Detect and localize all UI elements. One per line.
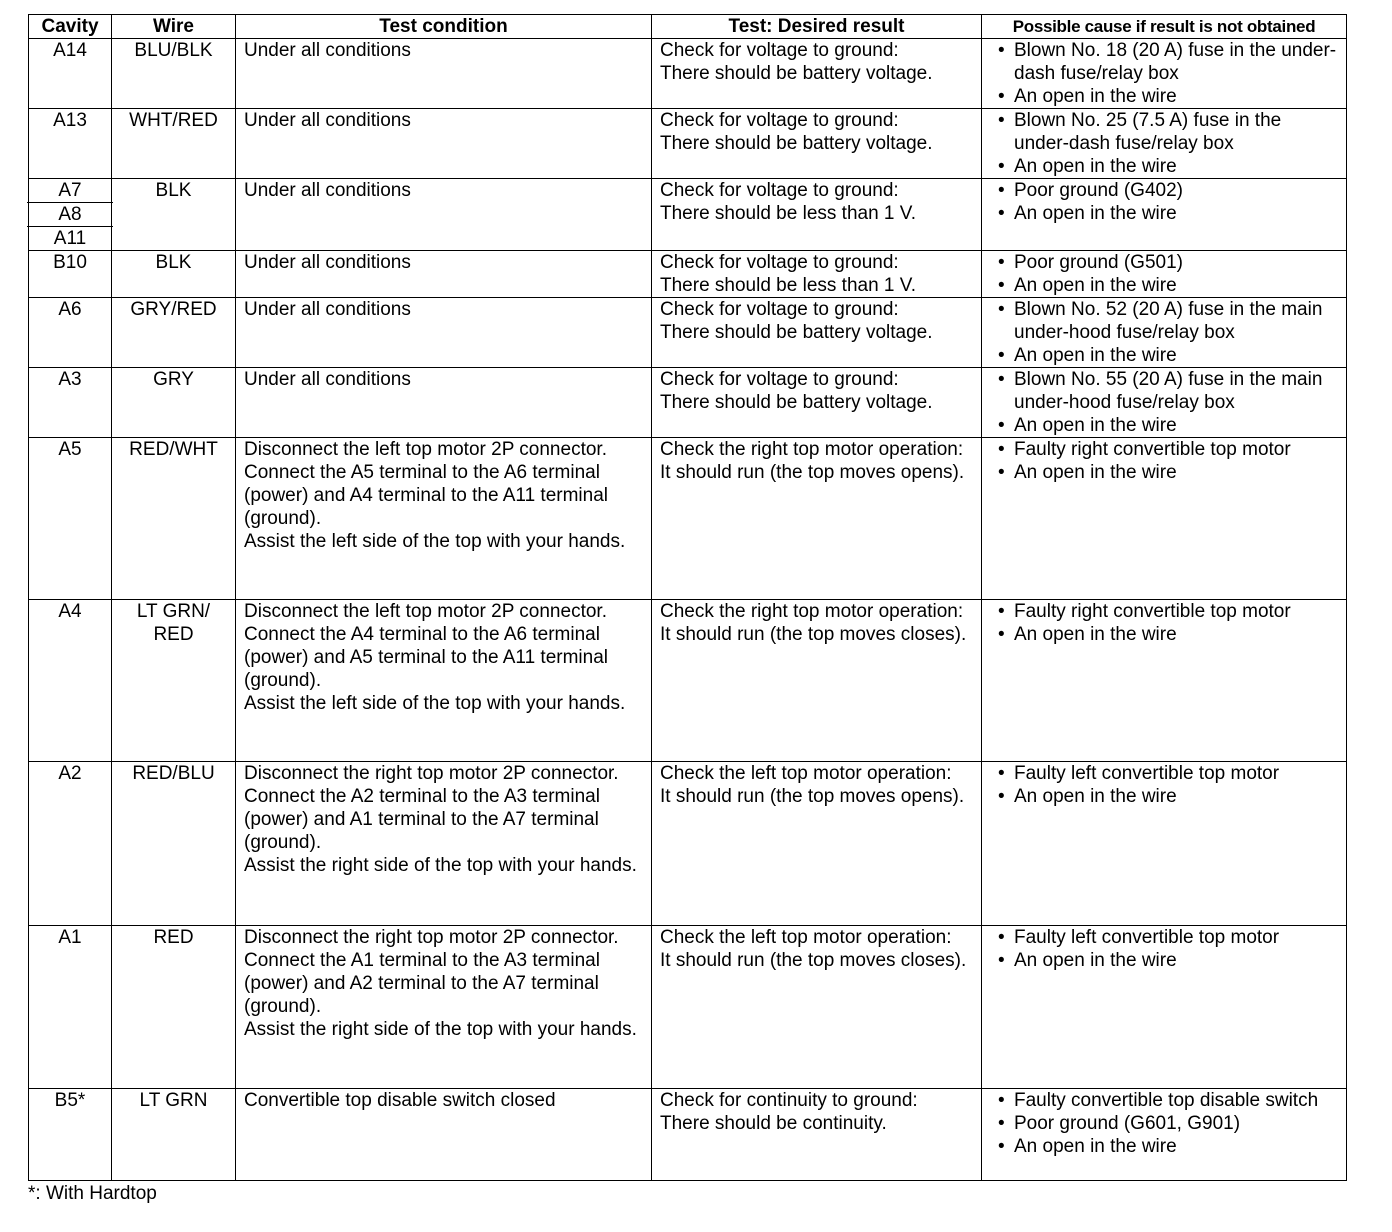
desired-result-text: Check for voltage to ground: <box>660 369 899 390</box>
test-condition-cell <box>236 600 652 762</box>
cause-item: • An open in the wire <box>990 949 1338 972</box>
table-row <box>29 368 1347 438</box>
test-condition-text: Disconnect the left top motor 2P connector. <box>244 439 607 460</box>
cavity-cell <box>29 926 112 1089</box>
wire-color: WHT/RED <box>129 110 218 131</box>
wire-color: RED/WHT <box>129 439 218 460</box>
test-condition-text: Under all conditions <box>244 369 411 390</box>
cause-item: • Blown No. 52 (20 A) fuse in the main under-hood fuse/relay box <box>990 298 1338 344</box>
cause-list <box>990 251 1338 297</box>
header-desired-result: Test: Desired result <box>652 15 982 39</box>
wire-cell <box>112 438 236 600</box>
table-row <box>29 179 1347 251</box>
cavity-id: B5* <box>54 1090 86 1111</box>
cavity-id: A11 <box>27 226 113 250</box>
test-condition-text: Under all conditions <box>244 180 411 201</box>
test-condition-text: Assist the left side of the top with your hands. <box>244 531 626 552</box>
desired-result-cell <box>652 438 982 600</box>
cause-item: • Blown No. 25 (7.5 A) fuse in the under-dash fuse/relay box <box>990 109 1338 155</box>
header-possible-cause: Possible cause if result is not obtained <box>982 15 1347 39</box>
connector-test-table-sheet <box>28 14 1346 1181</box>
possible-cause-cell <box>982 600 1347 762</box>
cause-item: • Poor ground (G402) <box>990 179 1338 202</box>
test-condition-cell <box>236 762 652 926</box>
header-test-condition: Test condition <box>236 15 652 39</box>
desired-result-cell <box>652 179 982 251</box>
cavity-id: A2 <box>58 763 82 784</box>
cavity-id: A1 <box>58 927 82 948</box>
wire-color: RED <box>153 927 194 948</box>
cause-list <box>990 926 1338 972</box>
table-row <box>29 926 1347 1089</box>
footnote: *: With Hardtop <box>28 1183 157 1204</box>
test-condition-cell <box>236 39 652 109</box>
table-row <box>29 109 1347 179</box>
cause-item: • Poor ground (G601, G901) <box>990 1112 1338 1135</box>
cause-item: • An open in the wire <box>990 155 1338 178</box>
possible-cause-cell <box>982 926 1347 1089</box>
cavity-id: A3 <box>58 369 82 390</box>
cause-list <box>990 179 1338 225</box>
desired-result-text: It should run (the top moves closes). <box>660 624 967 645</box>
cause-item: • Blown No. 55 (20 A) fuse in the main under-hood fuse/relay box <box>990 368 1338 414</box>
table-row <box>29 298 1347 368</box>
desired-result-text: Check for continuity to ground: <box>660 1090 918 1111</box>
test-condition-cell <box>236 109 652 179</box>
cavity-id: A6 <box>58 299 82 320</box>
wire-color: LT GRN/ <box>136 601 211 622</box>
possible-cause-cell <box>982 298 1347 368</box>
test-condition-text: Under all conditions <box>244 252 411 273</box>
cause-item: • An open in the wire <box>990 1135 1338 1158</box>
table-row <box>29 762 1347 926</box>
desired-result-text: There should be less than 1 V. <box>660 203 916 224</box>
wire-color: RED <box>153 624 194 645</box>
possible-cause-cell <box>982 438 1347 600</box>
cause-list <box>990 39 1338 108</box>
table-row <box>29 1089 1347 1181</box>
test-condition-cell <box>236 179 652 251</box>
test-condition-cell <box>236 298 652 368</box>
cause-item: • Faulty left convertible top motor <box>990 926 1338 949</box>
cavity-cell <box>29 1089 112 1181</box>
cavity-cell <box>29 600 112 762</box>
cavity-cell <box>29 39 112 109</box>
test-condition-text: Convertible top disable switch closed <box>244 1090 556 1111</box>
wire-color: BLK <box>155 252 192 273</box>
wire-cell <box>112 926 236 1089</box>
cavity-id: A8 <box>27 202 113 226</box>
wire-color: BLK <box>155 180 192 201</box>
desired-result-cell <box>652 109 982 179</box>
cause-item: • Faulty left convertible top motor <box>990 762 1338 785</box>
cavity-cell <box>29 438 112 600</box>
desired-result-cell <box>652 39 982 109</box>
wire-cell <box>112 109 236 179</box>
cause-item: • An open in the wire <box>990 785 1338 808</box>
possible-cause-cell <box>982 251 1347 298</box>
desired-result-cell <box>652 251 982 298</box>
test-condition-text: Under all conditions <box>244 110 411 131</box>
test-condition-text: Connect the A1 terminal to the A3 terminal (power) and A2 terminal to the A7 terminal (ground). <box>244 950 600 1017</box>
desired-result-text: It should run (the top moves opens). <box>660 462 965 483</box>
cause-item: • An open in the wire <box>990 461 1338 484</box>
cavity-cell <box>29 179 112 251</box>
cause-list <box>990 438 1338 484</box>
connector-test-table <box>28 14 1347 1181</box>
desired-result-cell <box>652 298 982 368</box>
desired-result-text: There should be battery voltage. <box>660 322 933 343</box>
table-row <box>29 600 1347 762</box>
cause-item: • An open in the wire <box>990 202 1338 225</box>
test-condition-cell <box>236 251 652 298</box>
cause-item: • An open in the wire <box>990 85 1338 108</box>
cause-list <box>990 368 1338 437</box>
header-wire: Wire <box>112 15 236 39</box>
cavity-id: B10 <box>53 252 87 273</box>
desired-result-cell <box>652 1089 982 1181</box>
desired-result-text: Check for voltage to ground: <box>660 299 899 320</box>
wire-color: BLU/BLK <box>134 40 213 61</box>
test-condition-text: Under all conditions <box>244 299 411 320</box>
table-body <box>29 39 1347 1181</box>
test-condition-text: Connect the A5 terminal to the A6 terminal (power) and A4 terminal to the A11 terminal (ground). <box>244 462 609 529</box>
header-row <box>29 15 1347 39</box>
wire-cell <box>112 298 236 368</box>
cause-list <box>990 109 1338 178</box>
wire-cell <box>112 762 236 926</box>
wire-color: RED/BLU <box>132 763 215 784</box>
cause-item: • An open in the wire <box>990 344 1338 367</box>
test-condition-cell <box>236 368 652 438</box>
possible-cause-cell <box>982 179 1347 251</box>
desired-result-text: Check for voltage to ground: <box>660 110 899 131</box>
cause-item: • Poor ground (G501) <box>990 251 1338 274</box>
possible-cause-cell <box>982 39 1347 109</box>
desired-result-text: There should be less than 1 V. <box>660 275 916 296</box>
cause-item: • Faulty right convertible top motor <box>990 438 1338 461</box>
desired-result-text: Check for voltage to ground: <box>660 252 899 273</box>
table-row <box>29 438 1347 600</box>
table-row <box>29 251 1347 298</box>
wire-color: GRY/RED <box>130 299 217 320</box>
cavity-id: A4 <box>58 601 82 622</box>
possible-cause-cell <box>982 762 1347 926</box>
possible-cause-cell <box>982 109 1347 179</box>
test-condition-text: Disconnect the left top motor 2P connector. <box>244 601 607 622</box>
cavity-cell <box>29 762 112 926</box>
table-row <box>29 39 1347 109</box>
desired-result-text: Check the right top motor operation: <box>660 439 964 460</box>
wire-color: LT GRN <box>139 1090 208 1111</box>
test-condition-text: Disconnect the right top motor 2P connector. <box>244 927 619 948</box>
desired-result-cell <box>652 600 982 762</box>
desired-result-cell <box>652 368 982 438</box>
desired-result-cell <box>652 926 982 1089</box>
possible-cause-cell <box>982 1089 1347 1181</box>
wire-cell <box>112 1089 236 1181</box>
desired-result-text: Check the right top motor operation: <box>660 601 964 622</box>
test-condition-text: Connect the A4 terminal to the A6 terminal (power) and A5 terminal to the A11 terminal (ground). <box>244 624 609 691</box>
desired-result-text: Check the left top motor operation: <box>660 927 952 948</box>
cavity-cell <box>29 298 112 368</box>
desired-result-text: There should be battery voltage. <box>660 133 933 154</box>
test-condition-text: Assist the left side of the top with your hands. <box>244 693 626 714</box>
cause-item: • Faulty convertible top disable switch <box>990 1089 1338 1112</box>
wire-cell <box>112 179 236 251</box>
desired-result-text: Check for voltage to ground: <box>660 40 899 61</box>
cavity-id: A13 <box>53 110 87 131</box>
wire-cell <box>112 39 236 109</box>
wire-color: GRY <box>153 369 194 390</box>
desired-result-text: Check for voltage to ground: <box>660 180 899 201</box>
cause-list <box>990 762 1338 808</box>
cause-list <box>990 600 1338 646</box>
cavity-cell <box>29 251 112 298</box>
test-condition-cell <box>236 438 652 600</box>
cause-item: • An open in the wire <box>990 274 1338 297</box>
wire-cell <box>112 368 236 438</box>
test-condition-text: Assist the right side of the top with your hands. <box>244 855 637 876</box>
wire-cell <box>112 600 236 762</box>
wire-cell <box>112 251 236 298</box>
cause-item: • Blown No. 18 (20 A) fuse in the under-dash fuse/relay box <box>990 39 1338 85</box>
cavity-cell <box>29 368 112 438</box>
desired-result-cell <box>652 762 982 926</box>
desired-result-text: There should be continuity. <box>660 1113 887 1134</box>
cause-item: • Faulty right convertible top motor <box>990 600 1338 623</box>
test-condition-cell <box>236 1089 652 1181</box>
desired-result-text: Check the left top motor operation: <box>660 763 952 784</box>
cavity-id: A14 <box>53 40 87 61</box>
cavity-cell <box>29 109 112 179</box>
desired-result-text: It should run (the top moves closes). <box>660 950 967 971</box>
test-condition-text: Connect the A2 terminal to the A3 terminal (power) and A1 terminal to the A7 terminal (ground). <box>244 786 600 853</box>
desired-result-text: There should be battery voltage. <box>660 63 933 84</box>
test-condition-text: Disconnect the right top motor 2P connector. <box>244 763 619 784</box>
test-condition-text: Under all conditions <box>244 40 411 61</box>
cause-list <box>990 1089 1338 1158</box>
cavity-id: A7 <box>58 180 82 201</box>
cause-item: • An open in the wire <box>990 414 1338 437</box>
possible-cause-cell <box>982 368 1347 438</box>
cause-list <box>990 298 1338 367</box>
cause-item: • An open in the wire <box>990 623 1338 646</box>
desired-result-text: There should be battery voltage. <box>660 392 933 413</box>
cavity-id: A5 <box>58 439 82 460</box>
test-condition-cell <box>236 926 652 1089</box>
desired-result-text: It should run (the top moves opens). <box>660 786 965 807</box>
test-condition-text: Assist the right side of the top with your hands. <box>244 1019 637 1040</box>
header-cavity: Cavity <box>29 15 112 39</box>
